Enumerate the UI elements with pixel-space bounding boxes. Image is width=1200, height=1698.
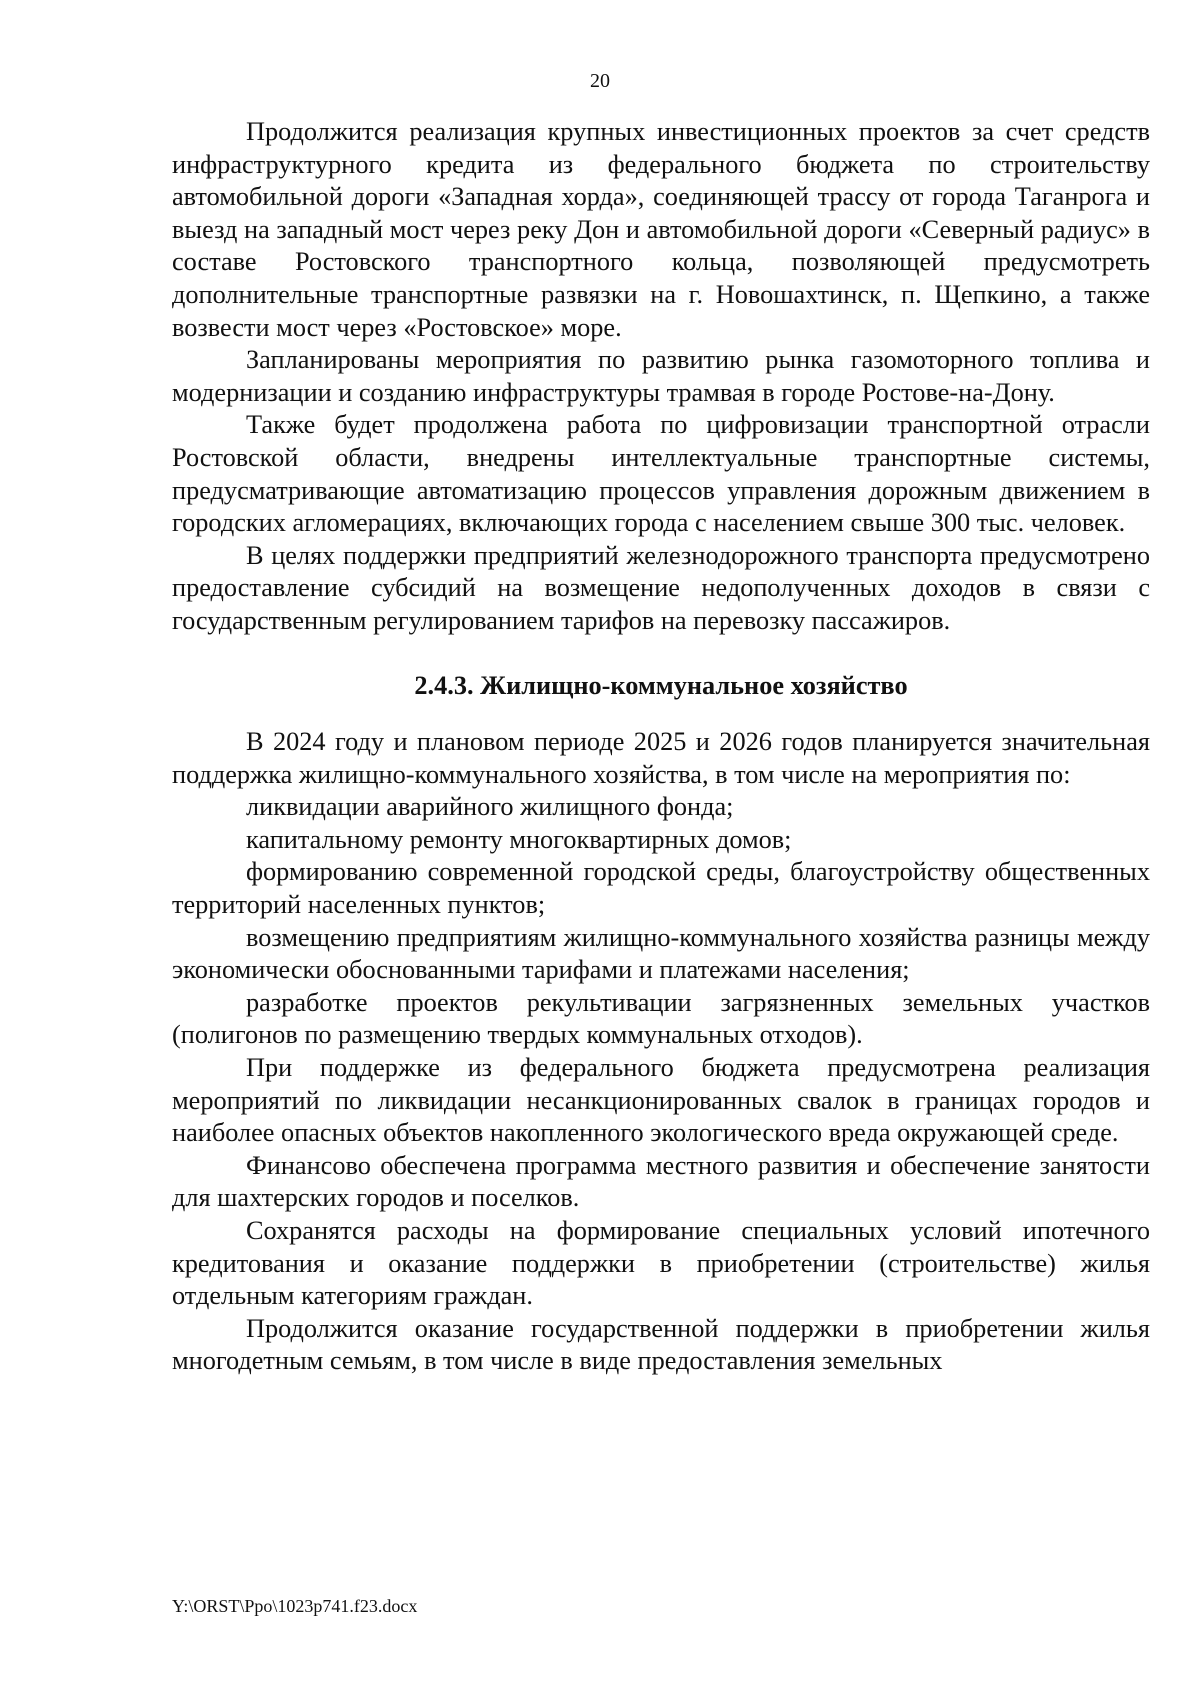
section-heading: 2.4.3. Жилищно-коммунальное хозяйство (414, 670, 908, 700)
paragraph: Продолжится оказание государственной поддержки в приобретении жилья многодетным семьям, в том числе в виде предоставления земельных (172, 1313, 1150, 1376)
paragraph: Также будет продолжена работа по цифровизации транспортной отрасли Ростовской области, внедрены интеллектуальные транспортные системы, предусматривающие автоматизацию процессов управления дорожным движением в городских агломерациях, включающих города с населением свыше 300 тыс. человек. (172, 410, 1150, 538)
document-body (172, 116, 1150, 1378)
paragraph: Финансово обеспечена программа местного развития и обеспечение занятости для шахтерских городов и поселков. (172, 1150, 1150, 1213)
list-item: ликвидации аварийного жилищного фонда; (246, 792, 734, 822)
paragraph: При поддержке из федерального бюджета предусмотрена реализация мероприятий по ликвидации несанкционированных свалок в границах городов и наиболее опасных объектов накопленного экологического вреда окружающей среде. (172, 1053, 1150, 1148)
paragraph: В целях поддержки предприятий железнодорожного транспорта предусмотрено предоставление субсидий на возмещение недополученных доходов в связи с государственным регулированием тарифов на перевозку пассажиров. (172, 540, 1150, 635)
paragraph: Сохранятся расходы на формирование специальных условий ипотечного кредитования и оказание поддержки в приобретении (строительстве) жилья отдельным категориям граждан. (172, 1216, 1150, 1311)
paragraph: Запланированы мероприятия по развитию рынка газомоторного топлива и модернизации и созданию инфраструктуры трамвая в городе Ростове-на-Дону. (172, 345, 1150, 407)
page-number: 20 (590, 70, 610, 92)
footer-file-path: Y:\ORST\Ppo\1023p741.f23.docx (172, 1596, 418, 1616)
list-item: разработке проектов рекультивации загрязненных земельных участков (полигонов по размещению твердых коммунальных отходов). (172, 987, 1150, 1050)
list-item: капитальному ремонту многоквартирных домов; (246, 824, 792, 854)
paragraph: Продолжится реализация крупных инвестиционных проектов за счет средств инфраструктурного кредита из федерального бюджета по строительству автомобильной дороги «Западная хорда», соединяющей трассу от города Таганрога и выезд на западный мост через реку Дон и автомобильной дороги «Северный радиус» в составе Ростовского транспортного кольца, позволяющей предусмотреть дополнительные транспортные развязки на г. Новошахтинск, п. Щепкино, а также возвести мост через «Ростовское» море. (172, 117, 1150, 342)
paragraph: В 2024 году и плановом периоде 2025 и 2026 годов планируется значительная поддержка жилищно-коммунального хозяйства, в том числе на мероприятия по: (172, 727, 1150, 789)
list-item: возмещению предприятиям жилищно-коммунального хозяйства разницы между экономически обоснованными тарифами и платежами населения; (172, 922, 1150, 985)
list-item: формированию современной городской среды, благоустройству общественных территорий населенных пунктов; (172, 857, 1150, 920)
